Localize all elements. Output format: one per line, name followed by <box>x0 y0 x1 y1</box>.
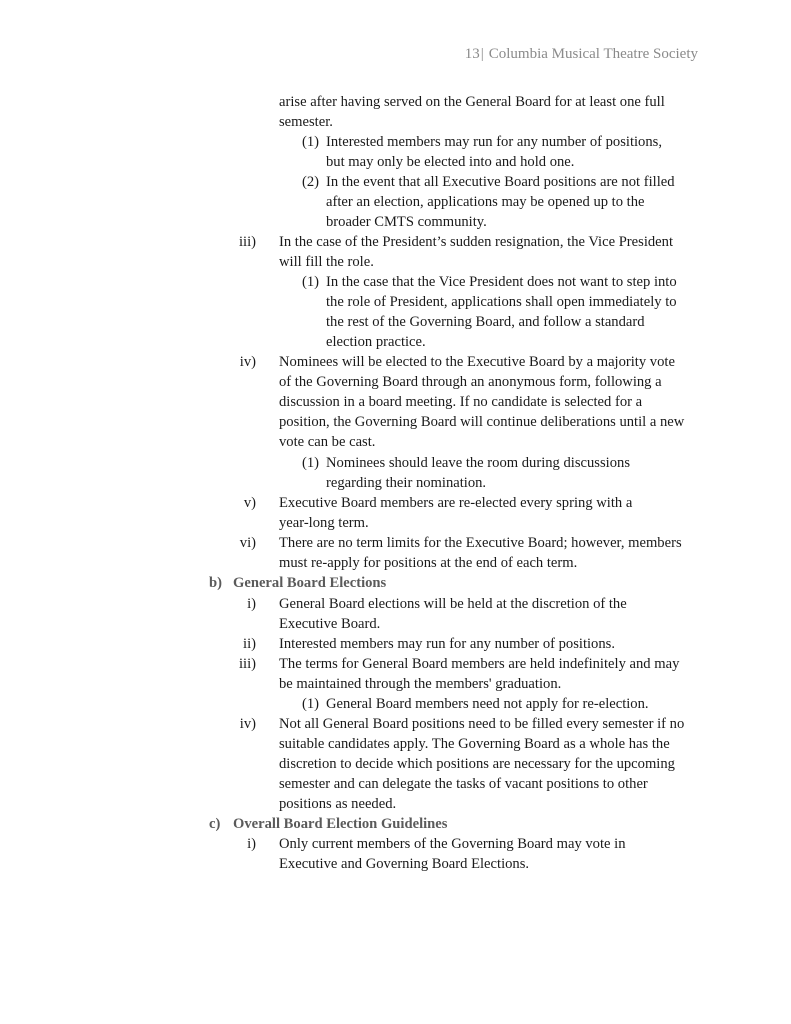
body-line: General Board elections will be held at the discretion of the <box>279 596 627 612</box>
list-number: iv) <box>239 716 256 732</box>
list-number: i) <box>247 836 256 852</box>
body-line: Interested members may run for any number of positions. <box>279 636 615 652</box>
body-line: There are no term limits for the Executive Board; however, members <box>279 535 682 551</box>
body-line: regarding their nomination. <box>326 475 487 491</box>
body-line: discussion in a board meeting. If no candidate is selected for a <box>279 394 643 410</box>
body-line: Executive Board. <box>279 616 381 632</box>
list-number: iv) <box>239 354 256 370</box>
body-line: of the Governing Board through an anonymous form, following a <box>279 374 662 390</box>
body-line: In the event that all Executive Board positions are not filled <box>326 174 675 190</box>
body-line: Nominees will be elected to the Executive Board by a majority vote <box>279 354 675 370</box>
list-number: ii) <box>243 636 256 652</box>
header-separator: | <box>480 46 484 62</box>
body-line: must re-apply for positions at the end of each term. <box>279 555 578 571</box>
list-number: v) <box>243 495 256 511</box>
body-line: Executive and Governing Board Elections. <box>279 856 530 872</box>
body-line: but may only be elected into and hold one. <box>326 154 575 170</box>
body-line: year-long term. <box>279 515 369 531</box>
body-line: will fill the role. <box>279 254 374 270</box>
list-number: i) <box>247 596 256 612</box>
body-line: after an election, applications may be opened up to the <box>326 194 645 210</box>
list-number: vi) <box>239 535 256 551</box>
body-line: In the case of the President’s sudden resignation, the Vice President <box>279 234 674 250</box>
body-line: Interested members may run for any number of positions, <box>326 134 662 150</box>
list-number: (1) <box>301 696 319 712</box>
section-heading: Overall Board Election Guidelines <box>233 816 448 832</box>
body-line: election practice. <box>326 334 426 350</box>
list-number: iii) <box>238 656 256 672</box>
list-number: (1) <box>301 274 319 290</box>
page-header <box>465 46 698 63</box>
body-line: The terms for General Board members are held indefinitely and may <box>279 656 680 672</box>
body-line: discretion to decide which positions are necessary for the upcoming <box>279 756 675 772</box>
body-line: Executive Board members are re-elected every spring with a <box>279 495 633 511</box>
body-line: be maintained through the members' graduation. <box>279 676 562 692</box>
list-number: iii) <box>238 234 256 250</box>
body-line: General Board members need not apply for re-election. <box>326 696 649 712</box>
body-line: positions as needed. <box>279 796 397 812</box>
body-line: semester and can delegate the tasks of vacant positions to other <box>279 776 648 792</box>
page-number: 13 <box>464 46 480 62</box>
body-line: arise after having served on the General Board for at least one full <box>279 94 665 110</box>
body-line: suitable candidates apply. The Governing Board as a whole has the <box>279 736 670 752</box>
body-line: broader CMTS community. <box>326 214 487 230</box>
section-heading: General Board Elections <box>233 575 387 591</box>
body-line: vote can be cast. <box>279 434 376 450</box>
list-number: (2) <box>301 174 319 190</box>
section-label: b) <box>209 575 222 591</box>
list-number: (1) <box>301 455 319 471</box>
body-line: Nominees should leave the room during discussions <box>326 455 630 471</box>
header-title: Columbia Musical Theatre Society <box>488 46 698 62</box>
body-line: Not all General Board positions need to be filled every semester if no <box>279 716 685 732</box>
body-line: the rest of the Governing Board, and follow a standard <box>326 314 645 330</box>
list-number: (1) <box>301 134 319 150</box>
section-label: c) <box>209 816 221 832</box>
body-line: the role of President, applications shall open immediately to <box>326 294 677 310</box>
body-line: semester. <box>279 114 333 130</box>
body-line: position, the Governing Board will continue deliberations until a new <box>279 414 685 430</box>
body-line: Only current members of the Governing Board may vote in <box>279 836 626 852</box>
body-line: In the case that the Vice President does not want to step into <box>326 274 677 290</box>
